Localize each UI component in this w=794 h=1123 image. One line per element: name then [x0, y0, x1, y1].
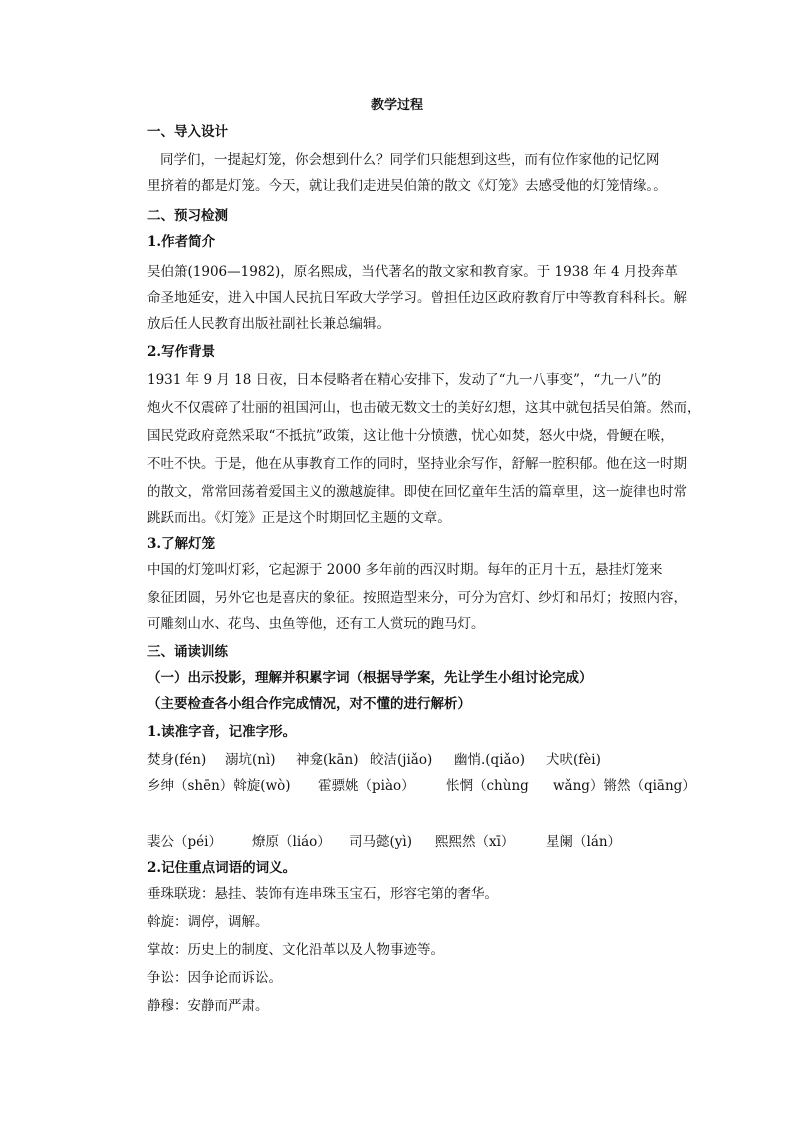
- author-paragraph-line: 命圣地延安，进入中国人民抗日军政大学学习。曾担任边区政府教育厅中等教育科科长。解: [147, 290, 687, 306]
- section-heading-reading: 三、诵读训练: [147, 644, 228, 660]
- background-paragraph-line: 炮火不仅震碎了壮丽的祖国河山，也击破无数文士的美好幻想，这其中就包括吴伯箫。然而，: [147, 400, 701, 416]
- background-paragraph-line: 不吐不快。于是，他在从事教育工作的同时，坚持业余写作，舒解一腔积郁。他在这一时期: [147, 456, 687, 472]
- vocabulary-item: 斡旋：调停，调解。: [147, 914, 269, 930]
- pronunciation-item: wǎng）锵然（qiāng）: [553, 778, 696, 794]
- vocabulary-item: 静穆：安静而严肃。: [147, 998, 269, 1014]
- pronunciation-item: 幽悄.(qiǎo): [454, 752, 525, 768]
- subheading-vocabulary: 2.记住重点词语的词义。: [147, 860, 297, 876]
- subheading-lantern: 3.了解灯笼: [147, 536, 216, 552]
- pronunciation-item: 司马懿(yì): [349, 834, 412, 850]
- vocabulary-item: 垂珠联珑：悬挂、装饰有连串珠玉宝石，形容宅第的奢华。: [147, 886, 498, 902]
- reading-subheading: （一）出示投影，理解并积累字词（根据导学案，先让学生小组讨论完成）: [147, 670, 593, 686]
- section-heading-intro: 一、导入设计: [147, 124, 228, 140]
- page-title: 教学过程: [370, 98, 423, 113]
- pronunciation-item: 乡绅（shēn）斡旋(wò): [147, 778, 291, 794]
- pronunciation-item: 焚身(fén): [147, 752, 207, 768]
- pronunciation-item: 溺坑(nì): [225, 752, 276, 768]
- intro-paragraph-line: 里挤着的都是灯笼。今天，就让我们走进吴伯箫的散文《灯笼》去感受他的灯笼情缘。。: [147, 178, 667, 194]
- pronunciation-item: 霍骠姚（piào）: [318, 778, 415, 794]
- pronunciation-item: 裴公（péi）: [147, 834, 222, 850]
- section-heading-preview: 二、预习检测: [147, 208, 228, 224]
- background-paragraph-line: 跳跃而出。《灯笼》正是这个时期回忆主题的文章。: [147, 510, 451, 526]
- vocabulary-item: 争讼：因争论而诉讼。: [147, 970, 282, 986]
- background-paragraph-line: 的散文，常常回荡着爱国主义的激越旋律。即使在回忆童年生活的篇章里，这一旋律也时常: [147, 484, 687, 500]
- intro-paragraph-line: 同学们，一提起灯笼，你会想到什么？同学们只能想到这些，而有位作家他的记忆网: [160, 152, 660, 168]
- lantern-paragraph-line: 可雕刻山水、花鸟、虫鱼等他，还有工人赏玩的跑马灯。: [147, 616, 485, 632]
- author-paragraph-line: 吴伯箫(1906—1982)，原名熙成，当代著名的散文家和教育家。于 1938 年 4 月投奔革: [147, 264, 678, 280]
- subheading-background: 2.写作背景: [147, 344, 216, 360]
- author-paragraph-line: 放后任人民教育出版社副社长兼总编辑。: [147, 316, 390, 332]
- pronunciation-item: 犬吠(fèi): [546, 752, 601, 768]
- pronunciation-item: 熙熙然（xī）: [435, 834, 515, 850]
- pronunciation-item: 星阑（lán）: [546, 834, 622, 850]
- pronunciation-item: 神龛(kān): [296, 752, 359, 768]
- background-paragraph-line: 国民党政府竟然采取“不抵抗”政策，这让他十分愤懑，忧心如焚，怒火中烧，骨鲠在喉，: [147, 428, 674, 444]
- subheading-pronunciation: 1.读准字音，记准字形。: [147, 724, 297, 740]
- background-paragraph-line: 1931 年 9 月 18 日夜，日本侵略者在精心安排下，发动了“九一八事变”，“九一八”的: [147, 372, 662, 388]
- pronunciation-item: 皎洁(jiǎo): [370, 752, 433, 768]
- vocabulary-item: 掌故：历史上的制度、文化沿革以及人物事迹等。: [147, 942, 444, 958]
- subheading-author: 1.作者简介: [147, 234, 216, 250]
- pronunciation-item: 燎原（liáo）: [252, 834, 331, 850]
- lantern-paragraph-line: 中国的灯笼叫灯彩，它起源于 2000 多年前的西汉时期。每年的正月十五，悬挂灯笼来: [147, 562, 663, 578]
- lantern-paragraph-line: 象征团圆，另外它也是喜庆的象征。按照造型来分，可分为宫灯、纱灯和吊灯；按照内容，: [147, 590, 687, 606]
- reading-subheading-note: （主要检查各小组合作完成情况，对不懂的进行解析）: [147, 696, 471, 712]
- pronunciation-item: 怅惘（chùng: [446, 778, 529, 794]
